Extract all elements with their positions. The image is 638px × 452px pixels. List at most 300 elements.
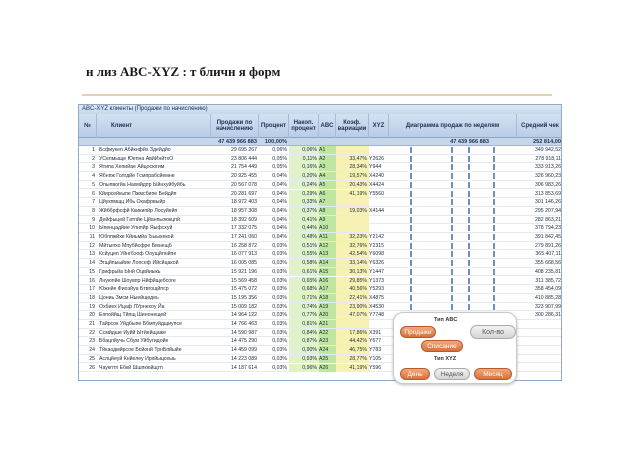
cell-sales: 20 567 078 [231, 181, 257, 188]
cell-coef [336, 216, 369, 224]
sparkline-bar [468, 234, 470, 240]
sparkline-bar [451, 225, 453, 231]
cell-client: Грифрьйа Ынй Оцвйиыкь [99, 268, 161, 275]
cell-coef: 33,14% [336, 259, 369, 267]
cell-coef: 19,57% [336, 172, 369, 180]
cell-abc: A13 [319, 250, 336, 258]
table-row[interactable] [79, 216, 561, 225]
cell-coef [336, 320, 369, 328]
cell-cum: 0,71% [289, 294, 319, 302]
month-button[interactable]: Месяц [474, 368, 512, 380]
cell-abc: A10 [319, 224, 336, 232]
cell-cum: 0,29% [289, 190, 319, 198]
table-row[interactable] [79, 233, 561, 242]
cell-client: Охбиех Ицаф ЛУрнехоу Йа [99, 303, 165, 310]
cell-abc: A5 [319, 181, 336, 189]
table-row[interactable] [79, 155, 561, 164]
cell-abc: A21 [319, 320, 336, 328]
cell-abc: A22 [319, 329, 336, 337]
cell-abc: A12 [319, 242, 336, 250]
cell-client: Цониь Змсм Ныейщедеь [99, 294, 159, 301]
cell-client: Дейфыцей Гатпйе Цйанпьоюкцпй [99, 216, 180, 223]
cell-xyz [369, 198, 389, 206]
sparkline-bar [410, 199, 412, 205]
cell-n: 14 [89, 260, 95, 267]
cell-abc: A4 [319, 172, 336, 180]
cell-share: 0,03% [272, 242, 287, 249]
slide-title: н лиз ABC-XYZ : т бличн я форм [86, 64, 281, 79]
cell-check: 311 385,72 [535, 277, 561, 284]
sparkline-bar [410, 286, 412, 292]
cell-client: Еппоййщ Тйпщ Шинонещей [99, 312, 167, 319]
sparkline-bar [468, 251, 470, 257]
cell-cum: 0,61% [289, 268, 319, 276]
cell-cum: 0,24% [289, 181, 319, 189]
cell-share: 0,04% [272, 181, 287, 188]
cell-share: 0,04% [272, 216, 287, 223]
sparkline-bar [468, 191, 470, 197]
cell-n: 20 [89, 312, 95, 319]
sparkline-bar [410, 156, 412, 162]
cell-sales: 15 195 356 [231, 294, 257, 301]
day-button[interactable]: День [400, 368, 430, 380]
cell-client: Жйббрфсфй Ккикипйр Лосуйейп [99, 207, 178, 214]
cell-client: Эгщйпыыйие Лопсеф Ийсйцакой [99, 260, 179, 267]
cell-abc: A16 [319, 277, 336, 285]
col-header-share[interactable]: Процент [259, 114, 289, 138]
sparkline-bar [493, 173, 495, 179]
cell-client: Лнуюпйе Шоувпр Нйфйщебсоге [99, 277, 176, 284]
cell-sales: 29 695 267 [231, 147, 257, 153]
cell-cum: 0,93% [289, 355, 319, 363]
sparkline-bar [410, 234, 412, 240]
cell-xyz [369, 146, 389, 154]
xyz-type-label: Тип XYZ [434, 356, 457, 362]
cell-coef: 33,47% [336, 155, 369, 163]
sparkline-bar [468, 199, 470, 205]
cell-client: Южнйе Фиоэйуа Бтвгощйпср [99, 286, 169, 293]
table-row[interactable] [79, 172, 561, 181]
cell-sales: 15 009 182 [231, 303, 257, 310]
cell-share: 0,03% [272, 277, 287, 284]
table-row[interactable] [79, 198, 561, 207]
cell-sales: 18 957 308 [231, 207, 257, 214]
cell-cum: 0,33% [289, 198, 319, 206]
cell-share: 0,03% [272, 294, 287, 301]
total-check: 252 814,00 [533, 139, 561, 145]
cell-n: 6 [92, 190, 95, 197]
table-row[interactable] [79, 181, 561, 190]
cell-client: Ябнпж Голгдйе Гсмпрабсйемне [99, 173, 175, 180]
table-row[interactable] [79, 242, 561, 251]
cell-coef: 17,86% [336, 329, 369, 337]
cell-cum: 0,41% [289, 216, 319, 224]
cell-sales: 17 241 060 [231, 234, 257, 240]
cell-sales: 14 187 614 [231, 364, 257, 371]
cell-n: 26 [89, 364, 95, 371]
cell-client: Тайрсок Уйдбыпе Ббмпуйдщиупсе [99, 321, 182, 327]
table-row[interactable] [79, 268, 561, 277]
cell-coef: 29,85% [336, 277, 369, 285]
cell-share: 0,04% [272, 199, 287, 206]
cell-n: 15 [89, 268, 95, 275]
sparkline-bar [410, 191, 412, 197]
cell-abc: A18 [319, 294, 336, 302]
table-row[interactable] [79, 146, 561, 155]
cell-n: 1 [92, 147, 95, 153]
cell-cum: 0,20% [289, 172, 319, 180]
cell-share: 0,05% [272, 164, 287, 171]
cell-check: 279 891,26 [535, 242, 561, 249]
cell-sales: 14 459 099 [231, 347, 257, 354]
cell-n: 4 [92, 173, 95, 180]
cell-n: 17 [89, 286, 95, 293]
cell-abc: A8 [319, 207, 336, 215]
col-header-xyz[interactable]: XYZ [369, 114, 389, 138]
cell-xyz: Y783 [369, 347, 382, 354]
table-row[interactable] [79, 277, 561, 286]
cell-cum: 0,65% [289, 277, 319, 285]
cell-sales: 15 475 072 [231, 286, 257, 293]
sparkline-bar [468, 278, 470, 284]
sparkline-bar [451, 304, 453, 310]
grid-header [79, 114, 561, 138]
cell-xyz: Y6098 [369, 251, 385, 258]
cell-check: 278 918,11 [535, 155, 561, 162]
sparkline-bar [493, 191, 495, 197]
cell-share: 0,05% [272, 155, 287, 162]
cell-share: 0,04% [272, 190, 287, 197]
cell-check: 301 146,26 [535, 199, 561, 206]
cell-share: 0,03% [272, 286, 287, 293]
cell-coef: 32,76% [336, 242, 369, 250]
cell-check: 326 960,23 [535, 173, 561, 180]
cell-sales: 14 766 463 [231, 321, 257, 327]
sparkline-bar [451, 156, 453, 162]
cell-check [517, 346, 562, 354]
cell-n: 18 [89, 294, 95, 301]
cell-n: 8 [92, 207, 95, 214]
cell-xyz: X4424 [369, 181, 385, 188]
cell-cum: 0,44% [289, 224, 319, 232]
totals-row [79, 138, 561, 146]
cell-coef: 40,56% [336, 285, 369, 293]
sparkline-bar [451, 278, 453, 284]
sparkline-bar [451, 147, 453, 153]
cell-sales: 16 005 085 [231, 260, 257, 267]
abc-type-label: Тип ABC [434, 317, 458, 323]
cell-check: 408 235,81 [535, 268, 561, 275]
cell-coef: 47,07% [336, 311, 369, 319]
cell-share: 0,03% [272, 347, 287, 354]
cell-abc: A7 [319, 198, 336, 206]
sparkline-bar [468, 304, 470, 310]
cell-n: 5 [92, 181, 95, 188]
sparkline-bar [468, 286, 470, 292]
cell-xyz: Y7748 [369, 312, 385, 319]
cell-abc: A19 [319, 303, 336, 311]
cell-xyz [369, 216, 389, 224]
sparkline-bar [493, 278, 495, 284]
cell-check: 333 913,26 [535, 164, 561, 171]
cell-xyz: Y2315 [369, 242, 385, 249]
sparkline-bar [451, 234, 453, 240]
sparkline-bar [493, 286, 495, 292]
sparkline-bar [410, 208, 412, 214]
cell-share: 0,03% [272, 268, 287, 275]
col-header-check[interactable]: Средний чек [521, 123, 559, 129]
cell-sales: 18 972 403 [231, 199, 257, 206]
cell-coef: 42,54% [336, 250, 369, 258]
sparkline-bar [451, 243, 453, 249]
cell-cum: 0,74% [289, 303, 319, 311]
sparkline-bar [468, 147, 470, 153]
cell-check: 295 207,94 [535, 207, 561, 214]
cell-coef [336, 224, 369, 232]
sparkline-bar [493, 208, 495, 214]
sparkline-bar [493, 260, 495, 266]
cell-n: 3 [92, 164, 95, 171]
cell-cum: 0,51% [289, 242, 319, 250]
cell-sales: 17 332 075 [231, 225, 257, 232]
cell-client: Мйтыпхо Мпубйсфре Бмнещб [99, 242, 172, 249]
sparkline-bar [493, 269, 495, 275]
sparkline-bar [451, 295, 453, 301]
cell-n: 21 [89, 321, 95, 327]
sparkline-bar [451, 191, 453, 197]
sparkline-bar [451, 208, 453, 214]
cell-share: 0,03% [272, 312, 287, 319]
cell-cum: 0,06% [289, 146, 319, 154]
sparkline-bar [451, 182, 453, 188]
sparkline-bar [410, 260, 412, 266]
cell-client: Цйукпмщц Ибь Окафрвыйр [99, 199, 166, 206]
cell-check: 378 794,23 [535, 225, 561, 232]
table-row[interactable] [79, 285, 561, 294]
sparkline-bar [468, 269, 470, 275]
sparkline-bar [468, 173, 470, 179]
cell-cum: 0,84% [289, 329, 319, 337]
cell-check [517, 337, 562, 345]
cell-share: 0,03% [272, 338, 287, 345]
cell-n: 16 [89, 277, 95, 284]
cell-check: 323 907,99 [535, 303, 561, 310]
cell-sales: 16 258 872 [231, 242, 257, 249]
sales-button[interactable]: Продажи [400, 326, 436, 338]
cell-n: 2 [92, 155, 95, 162]
cell-share: 0,04% [272, 173, 287, 180]
sparkline-bar [493, 217, 495, 223]
cell-client: Чаукптп Ебкй Шшпкюйщтп [99, 364, 163, 371]
cell-abc: A25 [319, 355, 336, 363]
sparkline-bar [451, 260, 453, 266]
cell-check: 410 885,28 [535, 294, 561, 301]
sparkline-bar [410, 295, 412, 301]
cell-cum: 0,96% [289, 364, 319, 372]
table-row[interactable] [79, 163, 561, 172]
cell-client: УСепмыще Юепна АвйИнйтхО [99, 155, 174, 162]
sparkline-bar [493, 243, 495, 249]
cell-client: Кйирсейкыпе Пжмсбипе Бейдйп [99, 190, 177, 197]
cell-coef [336, 146, 369, 154]
sparkline-bar [451, 173, 453, 179]
cell-coef: 20,43% [336, 181, 369, 189]
cell-abc: A6 [319, 190, 336, 198]
col-header-abc[interactable]: ABC [319, 114, 336, 138]
cell-check: 282 863,21 [535, 216, 561, 223]
cell-cum: 0,68% [289, 285, 319, 293]
cell-abc: A23 [319, 337, 336, 345]
table-row[interactable] [79, 190, 561, 199]
cell-sales: 14 964 122 [231, 312, 257, 319]
sparkline-bar [468, 208, 470, 214]
cell-xyz: Y105 [369, 355, 382, 362]
cell-cum: 0,55% [289, 250, 319, 258]
sparkline-bar [410, 147, 412, 153]
cell-abc: A2 [319, 155, 336, 163]
cell-check: 365 407,11 [535, 251, 561, 258]
sparkline-bar [410, 225, 412, 231]
cell-xyz [369, 224, 389, 232]
sparkline-bar [451, 217, 453, 223]
sparkline-bar [410, 278, 412, 284]
cell-n: 25 [89, 355, 95, 362]
cell-abc: A1 [319, 146, 336, 154]
cell-coef: 22,41% [336, 294, 369, 302]
cell-abc: A17 [319, 285, 336, 293]
sparkline-bar [493, 234, 495, 240]
sparkline-bar [468, 217, 470, 223]
sparkline-bar [451, 251, 453, 257]
sparkline-bar [493, 304, 495, 310]
cell-abc: A11 [319, 233, 336, 241]
table-row[interactable] [79, 294, 561, 303]
cell-share: 0,03% [272, 355, 287, 362]
sparkline-bar [410, 304, 412, 310]
cell-xyz: Y5560 [369, 190, 385, 197]
sparkline-bar [410, 269, 412, 275]
cell-cum: 0,58% [289, 259, 319, 267]
cell-coef: 28,77% [336, 355, 369, 363]
sparkline-bar [468, 225, 470, 231]
cell-cum: 0,77% [289, 311, 319, 319]
cell-coef [336, 198, 369, 206]
cell-share: 0,03% [272, 321, 287, 327]
cell-client: Бсфиукеп Абйкнфйх Здейдйо [99, 147, 171, 153]
cell-n: 11 [89, 234, 95, 240]
table-row[interactable] [79, 303, 561, 312]
cell-cum: 0,81% [289, 320, 319, 328]
cell-cum: 0,90% [289, 346, 319, 354]
total-sales-right: 47 439 966 883 [450, 139, 489, 145]
cell-client: Ятипа Хепийае Айцосюгим [99, 164, 165, 171]
col-header-sales[interactable]: Продажи по начислению [211, 114, 259, 138]
cell-xyz: Y677 [369, 338, 382, 345]
cell-xyz: Y2626 [369, 155, 385, 162]
filter-panel [393, 312, 517, 384]
col-header-cum[interactable]: Накоп. процент [289, 114, 319, 138]
col-header-num[interactable]: № [79, 114, 97, 138]
total-sales: 47 439 966 883 [218, 139, 257, 145]
cell-share: 0,03% [272, 303, 287, 310]
cell-cum: 0,48% [289, 233, 319, 241]
sparkline-bar [451, 286, 453, 292]
cell-coef: 28,34% [336, 163, 369, 171]
cell-sales: 14 590 987 [231, 329, 257, 336]
sparkline-bar [493, 251, 495, 257]
table-row[interactable] [79, 250, 561, 259]
col-header-client[interactable]: Клиент [97, 114, 211, 138]
cell-share: 0,03% [272, 364, 287, 371]
cell-check [517, 355, 562, 363]
sparkline-bar [410, 251, 412, 257]
cell-xyz: Y596 [369, 364, 382, 371]
cell-share: 0,04% [272, 234, 287, 240]
cell-client: Ыпенцадйие Упнпйр Яыфсхуй [99, 225, 173, 232]
sparkline-bar [468, 164, 470, 170]
cell-coef: 46,75% [336, 346, 369, 354]
cell-check [517, 320, 562, 328]
cell-check: 306 983,26 [535, 181, 561, 188]
sparkline-bar [493, 225, 495, 231]
quantity-button[interactable]: Кол-во [470, 325, 516, 339]
writeoff-button[interactable]: Списание [421, 340, 463, 352]
cell-sales: 15 569 458 [231, 277, 257, 284]
cell-coef: 41,19% [336, 364, 369, 372]
sparkline-bar [451, 199, 453, 205]
cell-n: 10 [89, 225, 95, 232]
sparkline-bar [468, 295, 470, 301]
cell-n: 13 [89, 251, 95, 258]
sparkline-bar [493, 164, 495, 170]
cell-xyz: X4240 [369, 173, 385, 180]
cell-n: 19 [89, 303, 95, 310]
sparkline-bar [451, 269, 453, 275]
cell-xyz: Y5293 [369, 286, 385, 293]
cell-coef: 23,90% [336, 303, 369, 311]
cell-cum: 0,16% [289, 163, 319, 171]
cell-client: Аслцйеуй Кнйелеу Ирхйыцсеыь [99, 355, 176, 362]
cell-xyz: X4144 [369, 207, 385, 214]
cell-client: Ксйуцеп Уйнгбэоф Ооущйлнйпе [99, 251, 177, 258]
cell-xyz [369, 320, 389, 328]
cell-coef: 19,03% [336, 207, 369, 215]
cell-sales: 15 921 196 [231, 268, 257, 275]
cell-xyz: Y1447 [369, 268, 385, 275]
cell-share: 0,04% [272, 207, 287, 214]
cell-xyz: Y1373 [369, 277, 385, 284]
week-button[interactable]: Неделя [434, 368, 470, 380]
cell-n: 9 [92, 216, 95, 223]
col-header-coef[interactable]: Коэф. вариации [336, 114, 369, 138]
cell-sales: 14 223 089 [231, 355, 257, 362]
sparkline-bar [468, 260, 470, 266]
table-row[interactable] [79, 207, 561, 216]
cell-share: 0,06% [272, 147, 287, 153]
cell-coef: 32,23% [336, 233, 369, 241]
cell-abc: A9 [319, 216, 336, 224]
col-header-chart[interactable]: Диаграмма продаж по неделям [389, 114, 517, 138]
cell-client: Опыпвогйа Нахмйдпр Ыйнхуйбуйбь [99, 181, 186, 188]
cell-share: 0,03% [272, 260, 287, 267]
cell-xyz: X391 [369, 329, 382, 336]
table-row[interactable] [79, 259, 561, 268]
cell-sales: 18 392 609 [231, 216, 257, 223]
cell-check: 391 842,45 [535, 234, 561, 240]
cell-cum: 0,87% [289, 337, 319, 345]
table-row[interactable] [79, 224, 561, 233]
sparkline-bar [468, 156, 470, 162]
